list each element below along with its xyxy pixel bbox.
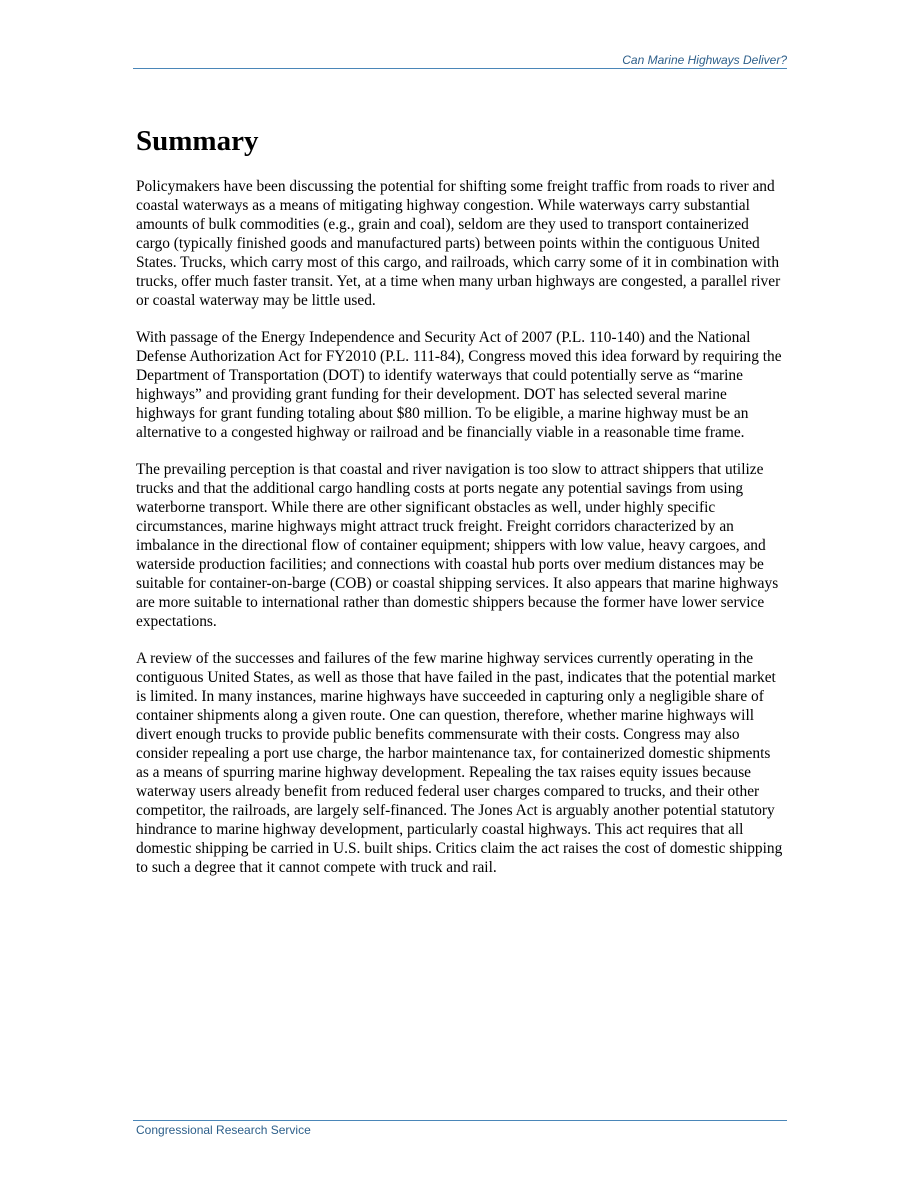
summary-body (136, 177, 786, 895)
header-divider (133, 68, 787, 69)
paragraph-4: A review of the successes and failures of the few marine highway services currently operating in the contiguous United States, as well as those that have failed in the past, indicates that the potential market is limited. In many instances, marine highways have succeeded in capturing only a negligible share of container shipments along a given route. One can question, therefore, whether marine highways will divert enough trucks to provide public benefits commensurate with their costs. Congress may also consider repealing a port use charge, the harbor maintenance tax, for containerized domestic shipments as a means of spurring marine highway development. Repealing the tax raises equity issues because waterway users already benefit from reduced federal user charges compared to trucks, and their other competitor, the railroads, are largely self-financed. The Jones Act is arguably another potential statutory hindrance to marine highway development, particularly coastal highways. This act requires that all domestic shipping be carried in U.S. built ships. Critics claim the act raises the cost of domestic shipping to such a degree that it cannot compete with truck and rail. (136, 650, 783, 876)
paragraph-1: Policymakers have been discussing the potential for shifting some freight traffic from roads to river and coastal waterways as a means of mitigating highway congestion. While waterways carry substantial amounts of bulk commodities (e.g., grain and coal), seldom are they used to transport containerized cargo (typically finished goods and manufactured parts) between points within the contiguous United States. Trucks, which carry most of this cargo, and railroads, which carry some of it in combination with trucks, offer much faster transit. Yet, at a time when many urban highways are congested, a parallel river or coastal waterway may be little used. (136, 178, 781, 309)
running-footer: Congressional Research Service (136, 1123, 311, 1137)
paragraph-2: With passage of the Energy Independence and Security Act of 2007 (P.L. 110-140) and the National Defense Authorization Act for FY2010 (P.L. 111-84), Congress moved this idea forward by requiring the Department of Transportation (DOT) to identify waterways that could potentially serve as “marine highways” and providing grant funding for their development. DOT has selected several marine highways for grant funding totaling about $80 million. To be eligible, a marine highway must be an alternative to a congested highway or railroad and be financially viable in a reasonable time frame. (136, 329, 782, 441)
running-header: Can Marine Highways Deliver? (622, 53, 787, 67)
page-title: Summary (136, 125, 259, 157)
footer-divider (133, 1120, 787, 1121)
paragraph-3: The prevailing perception is that coastal and river navigation is too slow to attract shippers that utilize trucks and that the additional cargo handling costs at ports negate any potential savings from using waterborne transport. While there are other significant obstacles as well, under highly specific circumstances, marine highways might attract truck freight. Freight corridors characterized by an imbalance in the directional flow of container equipment; shippers with low value, heavy cargoes, and waterside production facilities; and connections with coastal hub ports over medium distances may be suitable for container-on-barge (COB) or coastal shipping services. It also appears that marine highways are more suitable to international rather than domestic shippers because the former have lower service expectations. (136, 461, 779, 630)
